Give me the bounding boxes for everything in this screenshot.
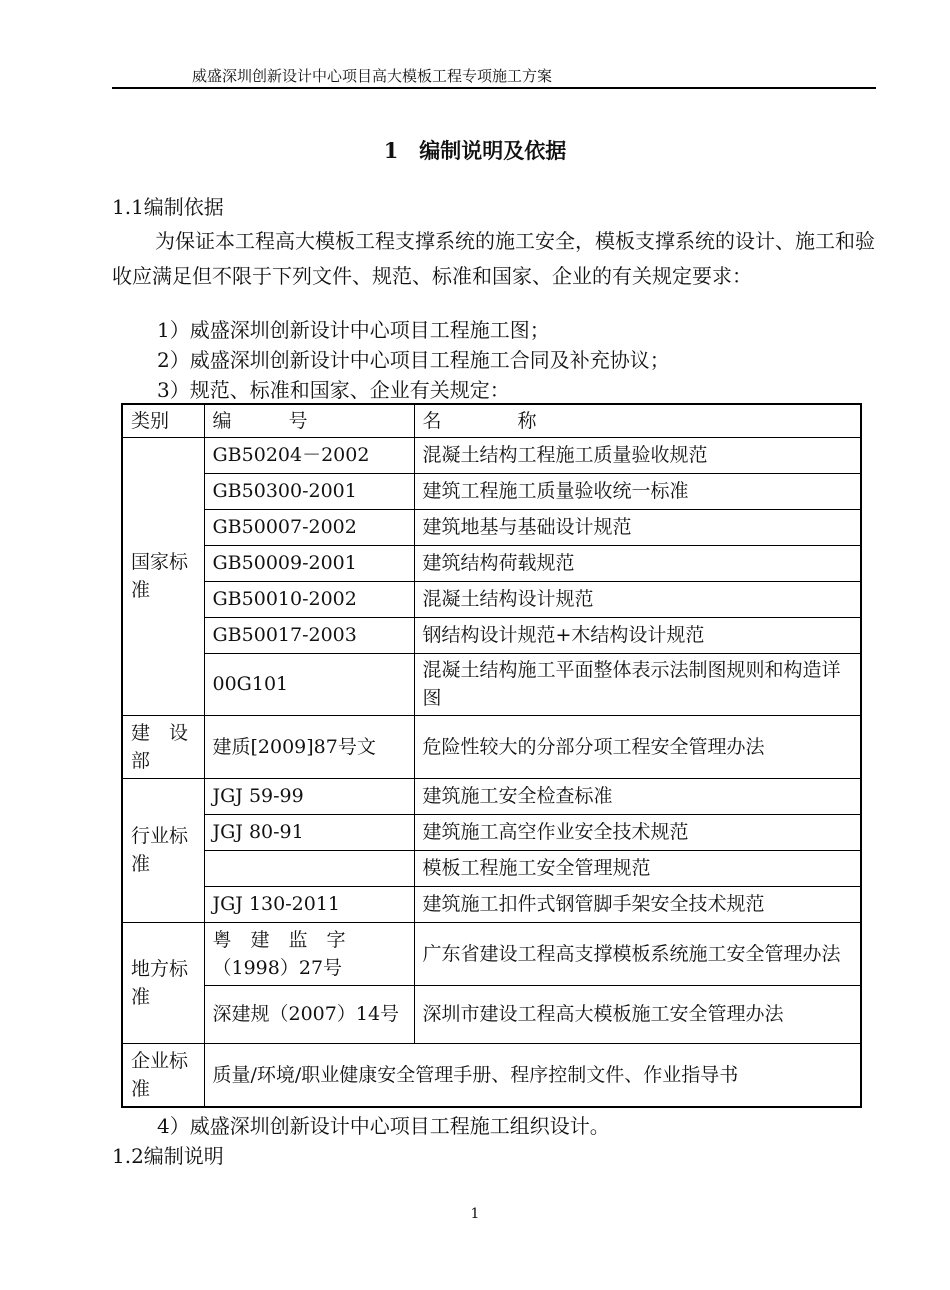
table-row [122,778,861,814]
table-row [122,715,861,778]
table-row [122,617,861,653]
code-cell: GB50300-2001 [204,473,414,509]
name-cell: 建筑工程施工质量验收统一标准 [414,473,861,509]
code-cell [204,850,414,886]
code-cell: JGJ 59-99 [204,778,414,814]
table-row [122,473,861,509]
category-cell: 行业标准 [122,778,204,922]
table-row [122,922,861,985]
table-row [122,545,861,581]
page-number: 1 [470,1206,480,1222]
code-cell: 粤 建 监 字（1998）27号 [204,922,414,985]
table-row [122,653,861,715]
table-row [122,886,861,922]
table-row [122,509,861,545]
name-cell: 混凝土结构设计规范 [414,581,861,617]
table-row [122,1043,861,1107]
code-cell: JGJ 130-2011 [204,886,414,922]
table-row [122,814,861,850]
intro-paragraph: 为保证本工程高大模板工程支撑系统的施工安全，模板支撑系统的设计、施工和验收应满足但不限于下列文件、规范、标准和国家、企业的有关规定要求： [112,229,875,288]
code-cell: GB50017-2003 [204,617,414,653]
code-cell: GB50007-2002 [204,509,414,545]
name-cell: 建筑地基与基础设计规范 [414,509,861,545]
code-cell: 深建规（2007）14号 [204,985,414,1043]
code-cell: 建质[2009]87号文 [204,715,414,778]
list-item-1: 1）威盛深圳创新设计中心项目工程施工图； [157,318,550,342]
header-code: 编 号 [204,404,414,437]
table-row [122,437,861,473]
list-item-2: 2）威盛深圳创新设计中心项目工程施工合同及补充协议； [157,348,670,372]
name-cell: 危险性较大的分部分项工程安全管理办法 [414,715,861,778]
name-cell: 混凝土结构施工平面整体表示法制图规则和构造详图 [414,653,861,715]
name-cell: 混凝土结构工程施工质量验收规范 [414,437,861,473]
section-heading-1-1: 1.1编制依据 [112,195,224,219]
list-item-3: 3）规范、标准和国家、企业有关规定： [157,378,510,402]
list-item-4: 4）威盛深圳创新设计中心项目工程施工组织设计。 [157,1114,610,1138]
code-cell: 00G101 [204,653,414,715]
code-cell: GB50010-2002 [204,581,414,617]
merged-cell: 质量/环境/职业健康安全管理手册、程序控制文件、作业指导书 [204,1043,861,1107]
name-cell: 建筑结构荷载规范 [414,545,861,581]
header-divider [112,87,876,89]
name-cell: 建筑施工安全检查标准 [414,778,861,814]
running-header: 威盛深圳创新设计中心项目高大模板工程专项施工方案 [192,67,553,85]
code-cell: GB50204－2002 [204,437,414,473]
standards-table [121,403,862,1108]
name-cell: 模板工程施工安全管理规范 [414,850,861,886]
section-heading-1-2: 1.2编制说明 [112,1144,224,1168]
header-category: 类别 [122,404,204,437]
table-header-row [122,404,861,437]
table-row [122,581,861,617]
name-cell: 钢结构设计规范+木结构设计规范 [414,617,861,653]
header-name: 名 称 [414,404,861,437]
chapter-title: 1 编制说明及依据 [383,138,567,163]
code-cell: GB50009-2001 [204,545,414,581]
code-cell: JGJ 80-91 [204,814,414,850]
name-cell: 建筑施工扣件式钢管脚手架安全技术规范 [414,886,861,922]
category-cell: 企业标准 [122,1043,204,1107]
category-cell: 国家标准 [122,437,204,715]
category-cell: 建 设部 [122,715,204,778]
table-row [122,985,861,1043]
name-cell: 建筑施工高空作业安全技术规范 [414,814,861,850]
name-cell: 广东省建设工程高支撑模板系统施工安全管理办法 [414,922,861,985]
name-cell: 深圳市建设工程高大模板施工安全管理办法 [414,985,861,1043]
table-row [122,850,861,886]
category-cell: 地方标准 [122,922,204,1043]
